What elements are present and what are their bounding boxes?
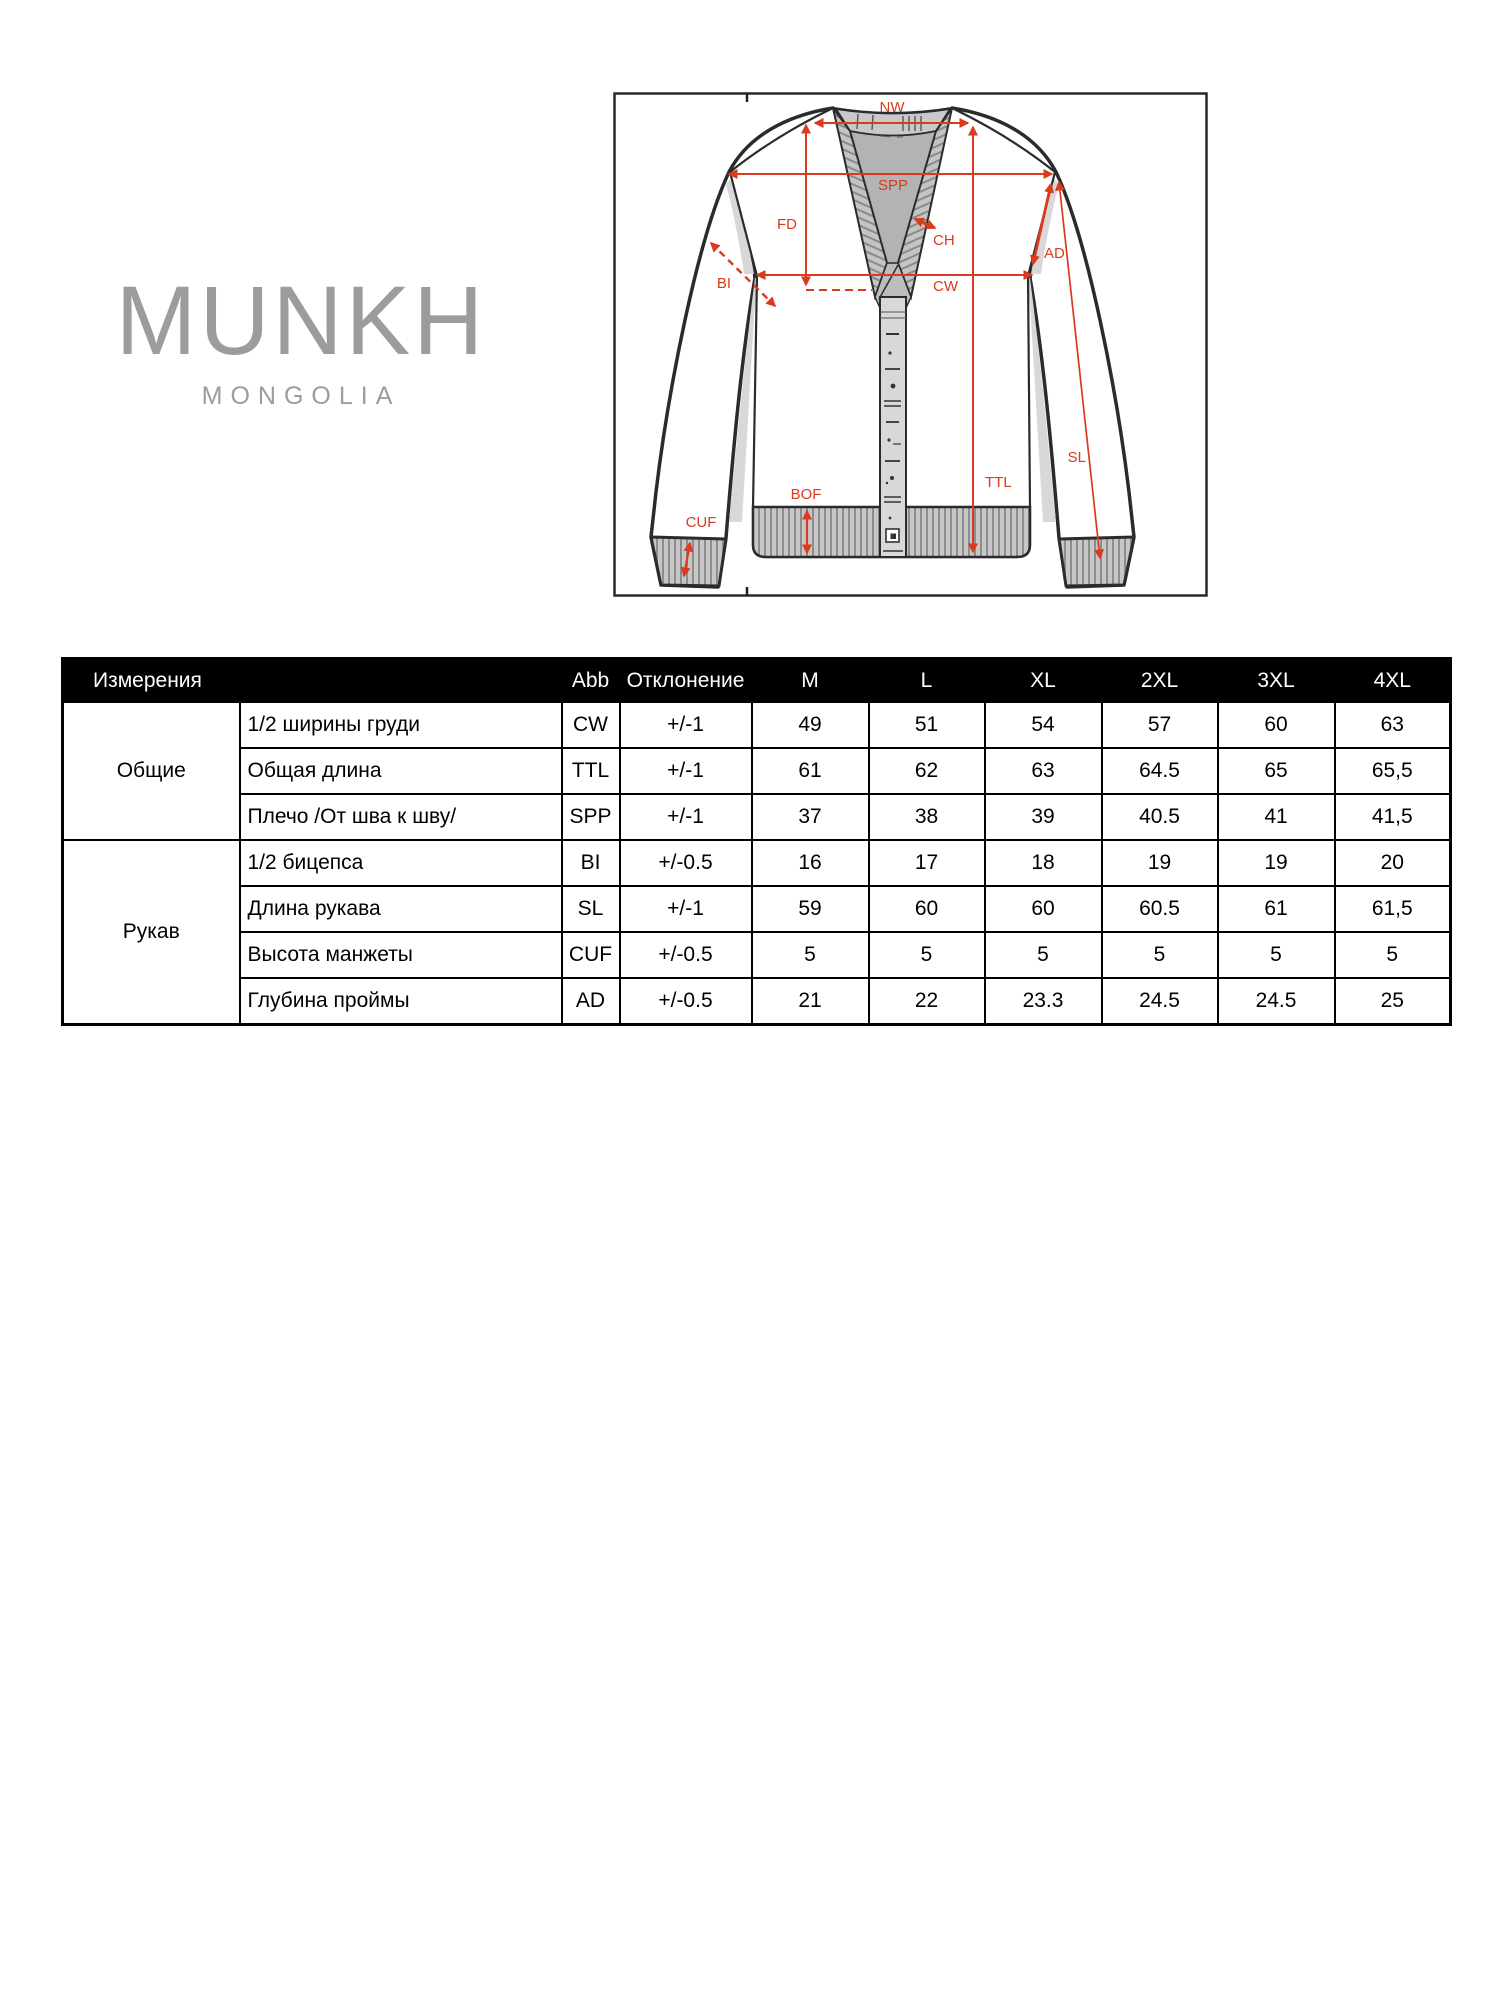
measure-label-bi: BI: [716, 275, 731, 292]
measure-abb: CW: [562, 702, 620, 748]
measure-name: 1/2 бицепса: [240, 840, 562, 886]
table-row: [63, 978, 1451, 1025]
size-value: 39: [985, 794, 1102, 840]
measure-name: Глубина проймы: [240, 978, 562, 1025]
table-header-row: [63, 659, 1451, 703]
header-abb: Abb: [562, 659, 620, 703]
size-value: 57: [1102, 702, 1218, 748]
header-size-xl: XL: [985, 659, 1102, 703]
size-value: 24.5: [1102, 978, 1218, 1025]
measure-name: Общая длина: [240, 748, 562, 794]
measure-abb: BI: [562, 840, 620, 886]
size-value: 61: [1218, 886, 1335, 932]
size-value: 24.5: [1218, 978, 1335, 1025]
measure-tol: +/-1: [620, 886, 752, 932]
measure-abb: TTL: [562, 748, 620, 794]
size-value: 37: [752, 794, 869, 840]
measure-label-nw: NW: [879, 99, 905, 116]
measure-tol: +/-0.5: [620, 978, 752, 1025]
size-value: 63: [1335, 702, 1451, 748]
size-value: 5: [1218, 932, 1335, 978]
measure-tol: +/-1: [620, 748, 752, 794]
measure-tol: +/-0.5: [620, 840, 752, 886]
size-value: 16: [752, 840, 869, 886]
measure-name: 1/2 ширины груди: [240, 702, 562, 748]
header-measurements: Измерения: [63, 659, 562, 703]
table-row: [63, 794, 1451, 840]
cardigan-diagram-svg: [613, 92, 1208, 597]
size-value: 60: [1218, 702, 1335, 748]
size-value: 60.5: [1102, 886, 1218, 932]
size-value: 54: [985, 702, 1102, 748]
brand-name: MUNKH: [115, 266, 487, 375]
size-value: 19: [1102, 840, 1218, 886]
size-value: 17: [869, 840, 985, 886]
header-size-m: M: [752, 659, 869, 703]
left-cuff: [651, 537, 726, 586]
button-placket: [880, 297, 906, 557]
size-value: 51: [869, 702, 985, 748]
size-value: 22: [869, 978, 985, 1025]
measure-abb: CUF: [562, 932, 620, 978]
size-value: 41: [1218, 794, 1335, 840]
size-value: 61: [752, 748, 869, 794]
measure-label-ch: CH: [933, 232, 955, 249]
table-row: [63, 748, 1451, 794]
measure-name: Высота манжеты: [240, 932, 562, 978]
measure-tol: +/-0.5: [620, 932, 752, 978]
size-value: 61,5: [1335, 886, 1451, 932]
size-value: 59: [752, 886, 869, 932]
size-value: 5: [869, 932, 985, 978]
table-row: [63, 932, 1451, 978]
size-value: 41,5: [1335, 794, 1451, 840]
size-value: 49: [752, 702, 869, 748]
measure-abb: SPP: [562, 794, 620, 840]
measure-label-cw: CW: [933, 278, 958, 295]
header-size-4xl: 4XL: [1335, 659, 1451, 703]
group-label-sleeve: Рукав: [63, 840, 240, 1025]
measure-label-bof: BOF: [790, 486, 822, 503]
size-value: 40.5: [1102, 794, 1218, 840]
header-size-2xl: 2XL: [1102, 659, 1218, 703]
header-size-3xl: 3XL: [1218, 659, 1335, 703]
measure-tol: +/-1: [620, 702, 752, 748]
size-value: 25: [1335, 978, 1451, 1025]
measure-abb: SL: [562, 886, 620, 932]
size-value: 60: [869, 886, 985, 932]
group-label-general: Общие: [63, 702, 240, 840]
size-value: 21: [752, 978, 869, 1025]
brand-subtitle: MONGOLIA: [201, 382, 401, 410]
table-row: [63, 702, 1451, 748]
measure-label-ad: AD: [1044, 245, 1065, 262]
size-value: 5: [985, 932, 1102, 978]
size-value: 62: [869, 748, 985, 794]
measure-abb: AD: [562, 978, 620, 1025]
measure-name: Длина рукава: [240, 886, 562, 932]
table-row: [63, 840, 1451, 886]
size-value: 5: [752, 932, 869, 978]
size-value: 23.3: [985, 978, 1102, 1025]
size-value: 38: [869, 794, 985, 840]
size-value: 60: [985, 886, 1102, 932]
measure-label-ttl: TTL: [985, 474, 1012, 491]
measure-label-fd: FD: [777, 216, 797, 233]
table-row: [63, 886, 1451, 932]
header-size-l: L: [869, 659, 985, 703]
garment-measurement-diagram: [613, 92, 1208, 597]
size-value: 5: [1102, 932, 1218, 978]
measure-tol: +/-1: [620, 794, 752, 840]
size-value: 5: [1335, 932, 1451, 978]
size-value: 65: [1218, 748, 1335, 794]
size-spec-table: [61, 657, 1452, 1026]
size-value: 18: [985, 840, 1102, 886]
size-value: 20: [1335, 840, 1451, 886]
brand-logo: [110, 266, 492, 411]
measure-name: Плечо /От шва к шву/: [240, 794, 562, 840]
measure-label-spp: SPP: [877, 177, 909, 194]
header-tolerance: Отклонение: [620, 659, 752, 703]
size-value: 63: [985, 748, 1102, 794]
measure-label-cuf: CUF: [685, 514, 717, 531]
size-table-container: [61, 657, 1452, 1026]
measure-label-sl: SL: [1067, 449, 1086, 466]
right-cuff: [1059, 537, 1134, 586]
size-value: 19: [1218, 840, 1335, 886]
size-value: 64.5: [1102, 748, 1218, 794]
size-value: 65,5: [1335, 748, 1451, 794]
